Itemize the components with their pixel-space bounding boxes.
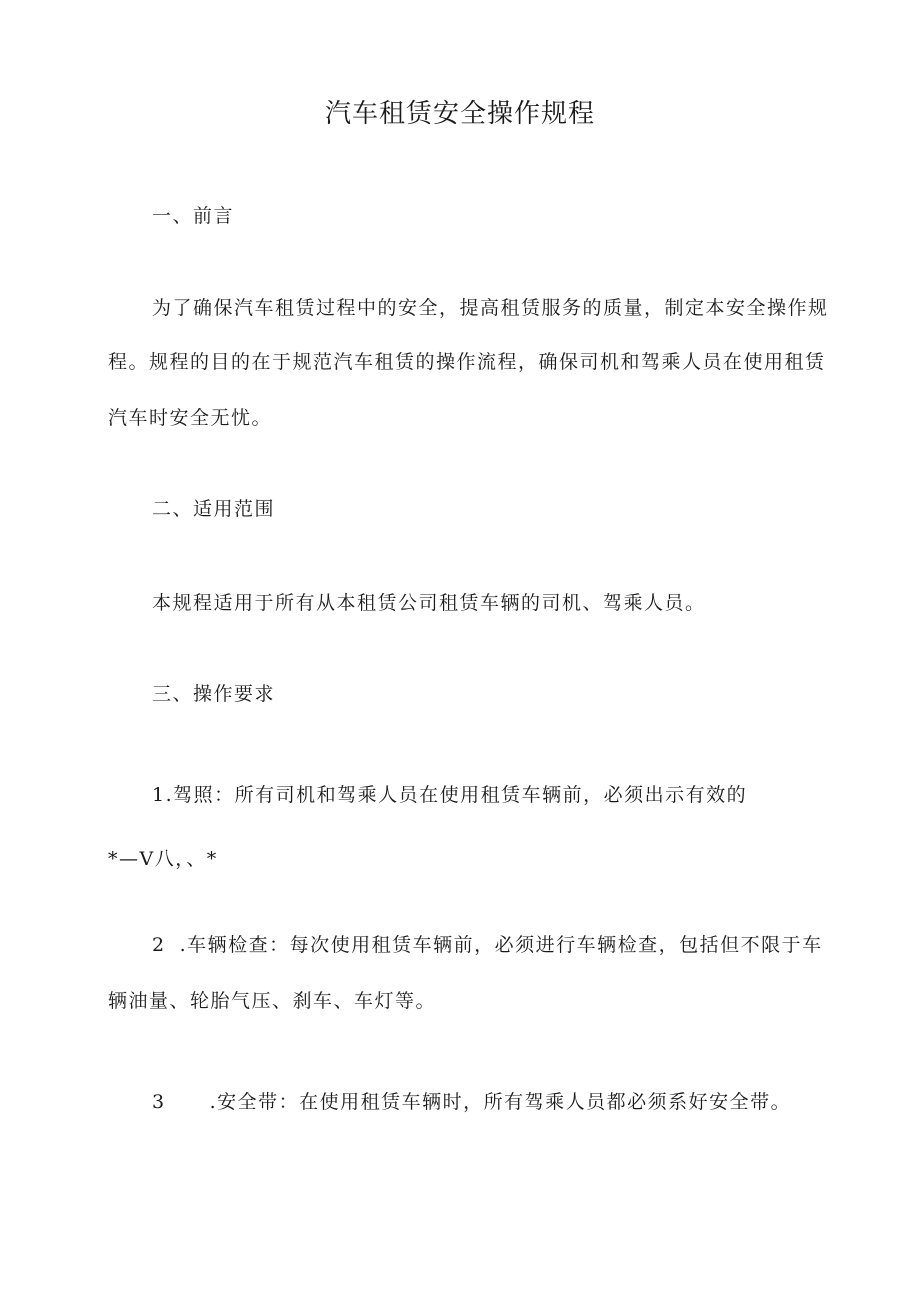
section-heading-preface: 一、前言 — [152, 205, 235, 227]
preface-paragraph-line-1: 为了确保汽车租赁过程中的安全，提高租赁服务的质量，制定本安全操作规 — [152, 297, 829, 319]
document-title: 汽车租赁安全操作规程 — [324, 99, 595, 129]
scope-paragraph: 本规程适用于所有从本租赁公司租赁车辆的司机、驾乘人员。 — [152, 592, 706, 614]
item-2-text: .车辆检查：每次使用租赁车辆前，必须进行车辆检查，包括但不限于车 — [179, 934, 823, 956]
requirement-item-2-line-1 — [152, 933, 823, 957]
requirement-item-1-line-2: *—V八，、* — [108, 848, 218, 870]
requirement-item-2-line-2: 辆油量、轮胎气压、刹车、车灯等。 — [108, 990, 437, 1012]
item-2-number: 2 — [152, 934, 166, 956]
section-heading-requirements: 三、操作要求 — [152, 683, 276, 705]
requirement-item-3-line-1 — [152, 1090, 791, 1114]
preface-paragraph-line-2: 程。规程的目的在于规范汽车租赁的操作流程，确保司机和驾乘人员在使用租赁 — [108, 351, 826, 373]
item-3-number: 3 — [152, 1091, 166, 1113]
requirement-item-1-line-1: 1.驾照：所有司机和驾乘人员在使用租赁车辆前，必须出示有效的 — [152, 784, 748, 806]
preface-paragraph-line-3: 汽车时安全无忧。 — [108, 407, 273, 429]
section-heading-scope: 二、适用范围 — [152, 498, 276, 520]
item-3-text: .安全带：在使用租赁车辆时，所有驾乘人员都必须系好安全带。 — [209, 1091, 792, 1113]
